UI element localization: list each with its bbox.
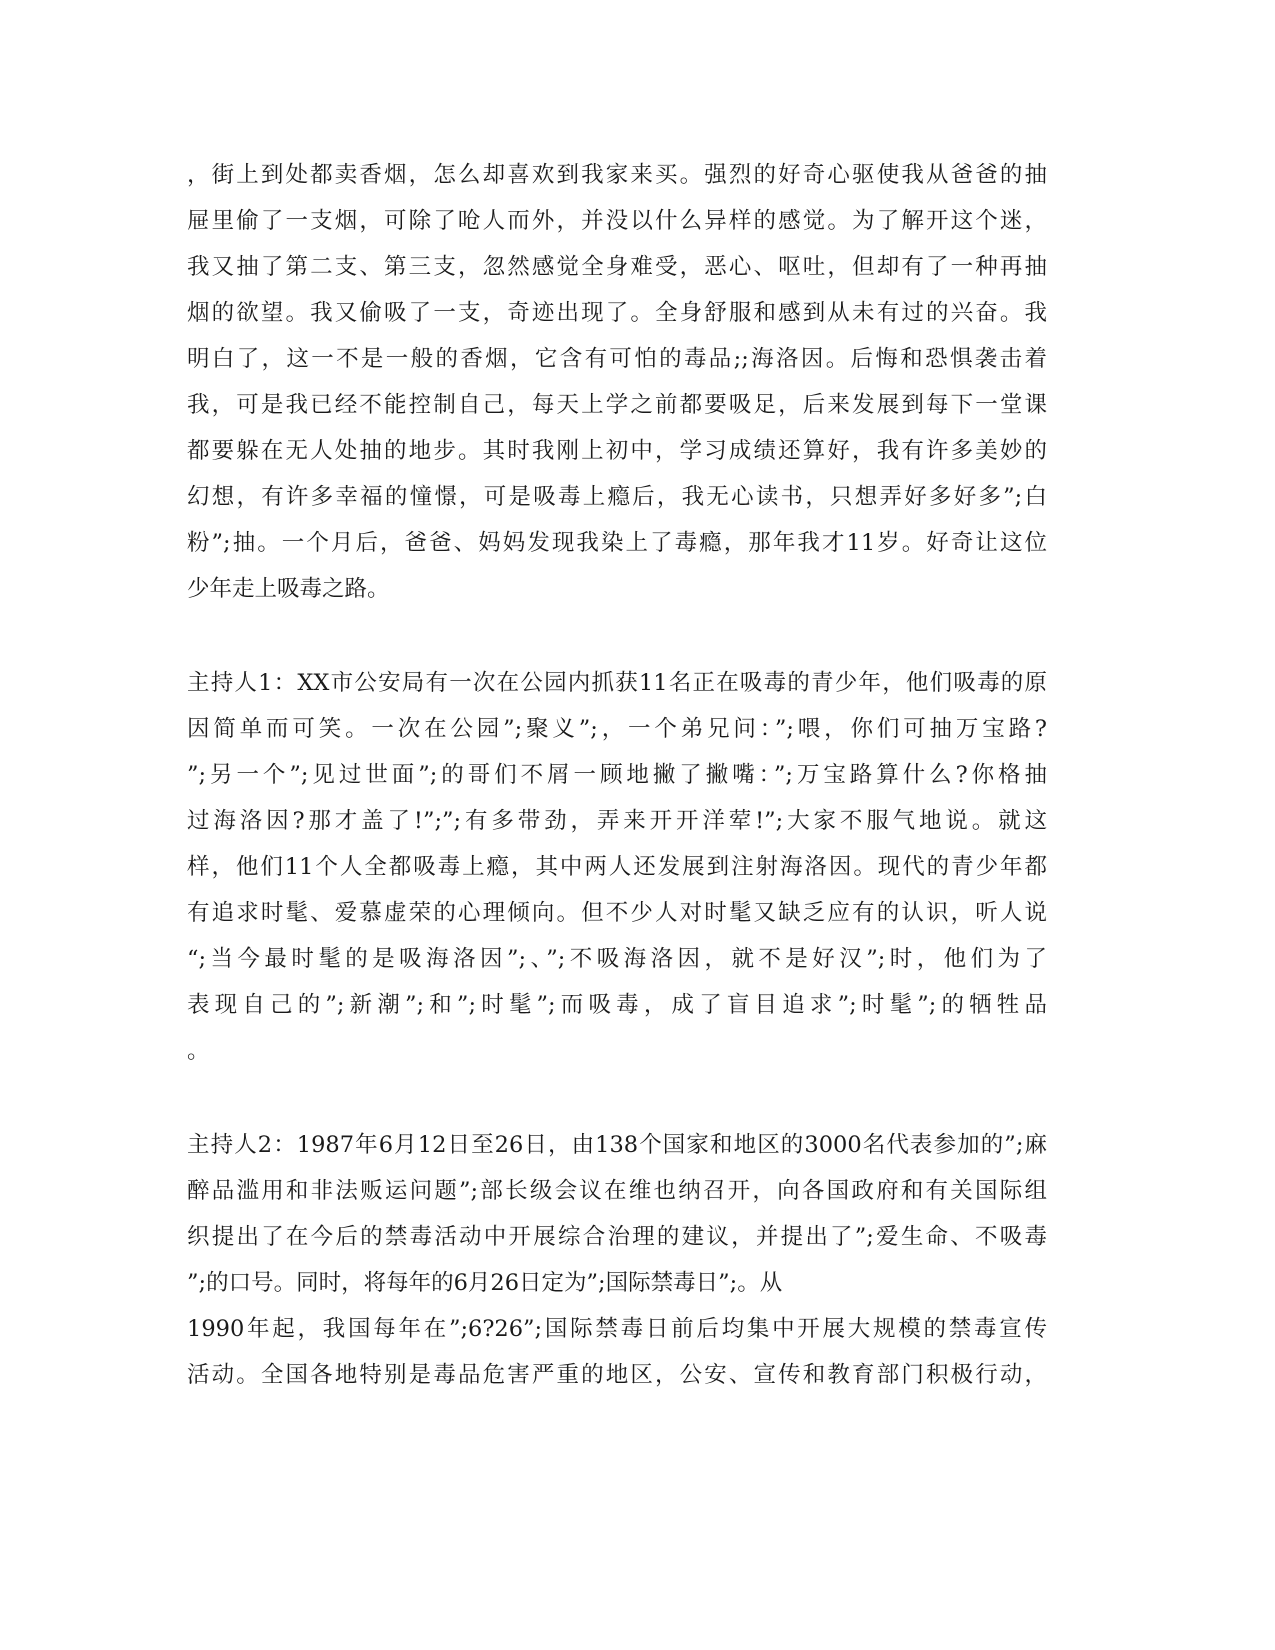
text-line: 活动。全国各地特别是毒品危害严重的地区，公安、宣传和教育部门积极行动， xyxy=(187,1362,1047,1388)
text-line: ”;另一个”;见过世面”;的哥们不屑一顾地撇了撇嘴：”;万宝路算什么?你格抽 xyxy=(187,762,1047,788)
text-line: 因简单而可笑。一次在公园”;聚义”;，一个弟兄问：”;喂，你们可抽万宝路? xyxy=(187,716,1047,742)
text-line: 主持人2：1987年6月12日至26日，由138个国家和地区的3000名代表参加的”;麻 xyxy=(187,1132,1047,1158)
paragraph-story xyxy=(187,152,1047,612)
paragraph-host-1 xyxy=(187,660,1047,1074)
paragraph-host-2 xyxy=(187,1122,1047,1398)
text-line: ，街上到处都卖香烟，怎么却喜欢到我家来买。强烈的好奇心驱使我从爸爸的抽 xyxy=(187,162,1047,188)
text-line: 都要躲在无人处抽的地步。其时我刚上初中，学习成绩还算好，我有许多美妙的 xyxy=(187,438,1047,464)
text-line: 我，可是我已经不能控制自己，每天上学之前都要吸足，后来发展到每下一堂课 xyxy=(187,392,1047,418)
text-line: 粉”;抽。一个月后，爸爸、妈妈发现我染上了毒瘾，那年我才11岁。好奇让这位 xyxy=(187,530,1047,556)
text-line: 有追求时髦、爱慕虚荣的心理倾向。但不少人对时髦又缺乏应有的认识，听人说 xyxy=(187,900,1047,926)
text-line: 样，他们11个人全都吸毒上瘾，其中两人还发展到注射海洛因。现代的青少年都 xyxy=(187,854,1047,880)
text-line: “;当今最时髦的是吸海洛因”;、”;不吸海洛因，就不是好汉”;时，他们为了 xyxy=(187,946,1047,972)
text-line: 主持人1：XX市公安局有一次在公园内抓获11名正在吸毒的青少年，他们吸毒的原 xyxy=(187,670,1047,696)
text-line: 过海洛因?那才盖了!”;”;有多带劲，弄来开开洋荤!”;大家不服气地说。就这 xyxy=(187,808,1047,834)
text-line: 醉品滥用和非法贩运问题”;部长级会议在维也纳召开，向各国政府和有关国际组 xyxy=(187,1178,1047,1204)
text-line: 。 xyxy=(187,1038,210,1064)
text-line: 1990年起，我国每年在”;6?26”;国际禁毒日前后均集中开展大规模的禁毒宣传 xyxy=(187,1316,1047,1342)
text-line: ”;的口号。同时，将每年的6月26日定为”;国际禁毒日”;。从 xyxy=(187,1270,783,1296)
text-line: 少年走上吸毒之路。 xyxy=(187,576,390,602)
text-line: 烟的欲望。我又偷吸了一支，奇迹出现了。全身舒服和感到从未有过的兴奋。我 xyxy=(187,300,1047,326)
text-line: 表现自己的”;新潮”;和”;时髦”;而吸毒，成了盲目追求”;时髦”;的牺牲品 xyxy=(187,992,1047,1018)
text-line: 织提出了在今后的禁毒活动中开展综合治理的建议，并提出了”;爱生命、不吸毒 xyxy=(187,1224,1047,1250)
text-line: 屉里偷了一支烟，可除了呛人而外，并没以什么异样的感觉。为了解开这个迷， xyxy=(187,208,1047,234)
text-line: 我又抽了第二支、第三支，忽然感觉全身难受，恶心、呕吐，但却有了一种再抽 xyxy=(187,254,1047,280)
text-line: 幻想，有许多幸福的憧憬，可是吸毒上瘾后，我无心读书，只想弄好多好多”;白 xyxy=(187,484,1047,510)
text-line: 明白了，这一不是一般的香烟，它含有可怕的毒品;;海洛因。后悔和恐惧袭击着 xyxy=(187,346,1047,372)
